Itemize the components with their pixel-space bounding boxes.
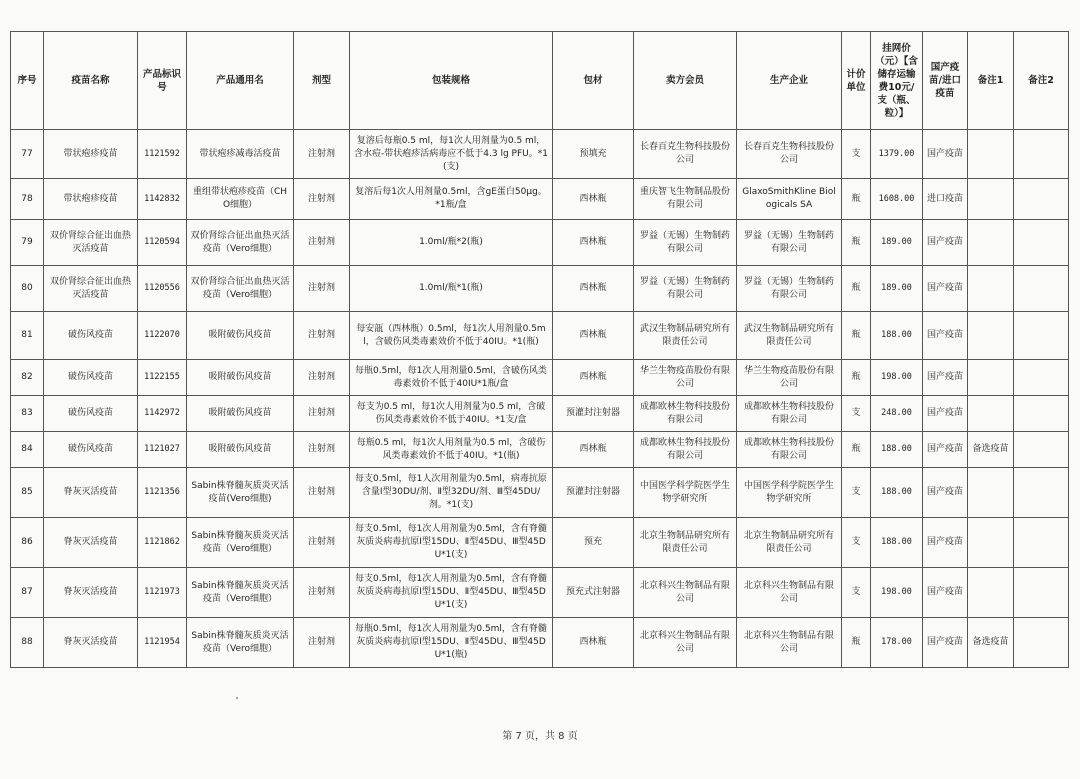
cell-note2 [1014, 432, 1069, 468]
cell-note1 [968, 518, 1014, 568]
cell-no: 84 [11, 432, 44, 468]
cell-note2 [1014, 312, 1069, 360]
cell-package-material: 西林瓶 [553, 220, 634, 266]
cell-origin: 国产疫苗 [923, 130, 968, 179]
cell-no: 78 [11, 179, 44, 220]
cell-generic-name: 双价肾综合征出血热灭活疫苗（Vero细胞） [187, 266, 294, 312]
cell-product-code: 1121356 [138, 468, 187, 518]
cell-no: 85 [11, 468, 44, 518]
cell-unit: 瓶 [842, 360, 871, 396]
cell-unit: 瓶 [842, 432, 871, 468]
cell-origin: 国产疫苗 [923, 312, 968, 360]
cell-origin: 国产疫苗 [923, 618, 968, 668]
cell-dosage-form: 注射剂 [294, 360, 350, 396]
cell-manufacturer: 罗益（无锡）生物制药有限公司 [737, 266, 842, 312]
cell-note2 [1014, 266, 1069, 312]
table-row [11, 179, 1069, 220]
cell-no: 88 [11, 618, 44, 668]
cell-note1 [968, 468, 1014, 518]
cell-note2 [1014, 468, 1069, 518]
header-note1: 备注1 [968, 32, 1014, 130]
vaccine-price-table [10, 31, 1069, 668]
cell-product-code: 1142832 [138, 179, 187, 220]
cell-vaccine-name: 脊灰灭活疫苗 [44, 568, 138, 618]
table-row [11, 266, 1069, 312]
cell-product-code: 1122155 [138, 360, 187, 396]
cell-no: 86 [11, 518, 44, 568]
cell-manufacturer: 成都欧林生物科技股份有限公司 [737, 432, 842, 468]
header-vaccine-name: 疫苗名称 [44, 32, 138, 130]
cell-unit: 支 [842, 518, 871, 568]
cell-seller: 北京科兴生物制品有限公司 [634, 618, 737, 668]
cell-origin: 国产疫苗 [923, 360, 968, 396]
cell-package-material: 预填充 [553, 130, 634, 179]
cell-product-code: 1122070 [138, 312, 187, 360]
cell-no: 80 [11, 266, 44, 312]
cell-origin: 国产疫苗 [923, 468, 968, 518]
header-seller: 卖方会员 [634, 32, 737, 130]
cell-package-spec: 每瓶0.5ml，每1次人用剂量为0.5ml，含有脊髓灰质炎病毒抗原Ⅰ型15DU、Ⅱ型45DU、Ⅲ型45DU*1(瓶) [350, 618, 553, 668]
table-body [11, 130, 1069, 668]
cell-price: 188.00 [871, 468, 923, 518]
cell-package-material: 西林瓶 [553, 360, 634, 396]
cell-seller: 华兰生物疫苗股份有限公司 [634, 360, 737, 396]
cell-unit: 支 [842, 568, 871, 618]
cell-note2 [1014, 568, 1069, 618]
header-manufacturer: 生产企业 [737, 32, 842, 130]
cell-seller: 成都欧林生物科技股份有限公司 [634, 396, 737, 432]
cell-vaccine-name: 破伤风疫苗 [44, 396, 138, 432]
cell-package-spec: 复溶后每1次人用剂量0.5ml，含gE蛋白50μg。*1瓶/盒 [350, 179, 553, 220]
cell-manufacturer: 北京生物制品研究所有限责任公司 [737, 518, 842, 568]
cell-package-material: 预灌封注射器 [553, 396, 634, 432]
cell-package-spec: 每安瓿（西林瓶）0.5ml，每1次人用剂量0.5ml，含破伤风类毒素效价不低于40IU。*1(瓶) [350, 312, 553, 360]
cell-generic-name: 吸附破伤风疫苗 [187, 432, 294, 468]
cell-manufacturer: 武汉生物制品研究所有限责任公司 [737, 312, 842, 360]
header-package-material: 包材 [553, 32, 634, 130]
cell-package-material: 西林瓶 [553, 432, 634, 468]
cell-origin: 国产疫苗 [923, 220, 968, 266]
cell-generic-name: 带状疱疹减毒活疫苗 [187, 130, 294, 179]
cell-package-spec: 复溶后每瓶0.5 ml，每1次人用剂量为0.5 ml，含水痘-带状疱疹活病毒应不低于4.3 lg PFU。*1(支) [350, 130, 553, 179]
cell-package-spec: 每支0.5ml，每1人次用剂量为0.5ml，病毒抗原含量Ⅰ型30DU/剂、Ⅱ型32DU/剂、Ⅲ型45DU/剂。*1(支) [350, 468, 553, 518]
cell-package-material: 西林瓶 [553, 618, 634, 668]
cell-dosage-form: 注射剂 [294, 179, 350, 220]
cell-unit: 支 [842, 396, 871, 432]
cell-note2 [1014, 618, 1069, 668]
cell-vaccine-name: 脊灰灭活疫苗 [44, 468, 138, 518]
cell-dosage-form: 注射剂 [294, 568, 350, 618]
cell-unit: 瓶 [842, 179, 871, 220]
cell-seller: 罗益（无锡）生物制药有限公司 [634, 220, 737, 266]
cell-vaccine-name: 带状疱疹疫苗 [44, 179, 138, 220]
cell-seller: 中国医学科学院医学生物学研究所 [634, 468, 737, 518]
cell-product-code: 1121027 [138, 432, 187, 468]
header-dosage-form: 剂型 [294, 32, 350, 130]
cell-price: 1608.00 [871, 179, 923, 220]
cell-package-spec: 每支为0.5 ml，每1次人用剂量为0.5 ml，含破伤风类毒素效价不低于40IU。*1支/盒 [350, 396, 553, 432]
cell-note2 [1014, 396, 1069, 432]
cell-vaccine-name: 带状疱疹疫苗 [44, 130, 138, 179]
cell-dosage-form: 注射剂 [294, 468, 350, 518]
cell-price: 188.00 [871, 432, 923, 468]
cell-note1 [968, 396, 1014, 432]
cell-origin: 国产疫苗 [923, 432, 968, 468]
cell-vaccine-name: 破伤风疫苗 [44, 432, 138, 468]
cell-generic-name: 吸附破伤风疫苗 [187, 312, 294, 360]
table-row [11, 312, 1069, 360]
scan-speck [236, 697, 238, 699]
cell-generic-name: Sabin株脊髓灰质炎灭活疫苗（Vero细胞） [187, 568, 294, 618]
cell-vaccine-name: 双价肾综合征出血热灭活疫苗 [44, 220, 138, 266]
table-row [11, 220, 1069, 266]
cell-manufacturer: 华兰生物疫苗股份有限公司 [737, 360, 842, 396]
cell-no: 81 [11, 312, 44, 360]
cell-generic-name: Sabin株脊髓灰质炎灭活疫苗(Vero细胞) [187, 468, 294, 518]
cell-no: 87 [11, 568, 44, 618]
cell-generic-name: 双价肾综合征出血热灭活疫苗（Vero细胞） [187, 220, 294, 266]
cell-dosage-form: 注射剂 [294, 432, 350, 468]
cell-note1 [968, 220, 1014, 266]
cell-seller: 北京科兴生物制品有限公司 [634, 568, 737, 618]
cell-price: 178.00 [871, 618, 923, 668]
cell-price: 188.00 [871, 312, 923, 360]
cell-no: 82 [11, 360, 44, 396]
cell-seller: 罗益（无锡）生物制药有限公司 [634, 266, 737, 312]
cell-product-code: 1121954 [138, 618, 187, 668]
cell-dosage-form: 注射剂 [294, 220, 350, 266]
cell-package-material: 西林瓶 [553, 266, 634, 312]
cell-origin: 国产疫苗 [923, 568, 968, 618]
cell-note1: 备选疫苗 [968, 618, 1014, 668]
header-no: 序号 [11, 32, 44, 130]
cell-package-material: 预灌封注射器 [553, 468, 634, 518]
cell-dosage-form: 注射剂 [294, 396, 350, 432]
cell-manufacturer: 罗益（无锡）生物制药有限公司 [737, 220, 842, 266]
header-unit: 计价单位 [842, 32, 871, 130]
header-price: 挂网价（元）【含储存运输费10元/支（瓶、粒）】 [871, 32, 923, 130]
cell-product-code: 1121592 [138, 130, 187, 179]
cell-no: 77 [11, 130, 44, 179]
cell-unit: 瓶 [842, 220, 871, 266]
cell-generic-name: 吸附破伤风疫苗 [187, 396, 294, 432]
cell-vaccine-name: 双价肾综合征出血热灭活疫苗 [44, 266, 138, 312]
cell-manufacturer: 北京科兴生物制品有限公司 [737, 618, 842, 668]
cell-no: 83 [11, 396, 44, 432]
cell-unit: 支 [842, 130, 871, 179]
header-origin: 国产疫苗/进口疫苗 [923, 32, 968, 130]
cell-generic-name: Sabin株脊髓灰质炎灭活疫苗（Vero细胞） [187, 618, 294, 668]
cell-origin: 进口疫苗 [923, 179, 968, 220]
cell-seller: 北京生物制品研究所有限责任公司 [634, 518, 737, 568]
header-package-spec: 包装规格 [350, 32, 553, 130]
cell-price: 198.00 [871, 360, 923, 396]
cell-vaccine-name: 脊灰灭活疫苗 [44, 518, 138, 568]
cell-unit: 瓶 [842, 618, 871, 668]
cell-note1 [968, 360, 1014, 396]
cell-product-code: 1120556 [138, 266, 187, 312]
cell-origin: 国产疫苗 [923, 518, 968, 568]
cell-package-material: 预充式注射器 [553, 568, 634, 618]
table-row [11, 618, 1069, 668]
cell-seller: 长春百克生物科技股份公司 [634, 130, 737, 179]
header-generic-name: 产品通用名 [187, 32, 294, 130]
cell-price: 1379.00 [871, 130, 923, 179]
cell-price: 198.00 [871, 568, 923, 618]
cell-manufacturer: 成都欧林生物科技股份有限公司 [737, 396, 842, 432]
cell-product-code: 1120594 [138, 220, 187, 266]
cell-dosage-form: 注射剂 [294, 518, 350, 568]
cell-manufacturer: 中国医学科学院医学生物学研究所 [737, 468, 842, 518]
header-product-code: 产品标识号 [138, 32, 187, 130]
cell-package-spec: 1.0ml/瓶*1(瓶) [350, 266, 553, 312]
table-row [11, 568, 1069, 618]
cell-vaccine-name: 破伤风疫苗 [44, 360, 138, 396]
cell-unit: 瓶 [842, 312, 871, 360]
table-row [11, 432, 1069, 468]
cell-package-material: 预充 [553, 518, 634, 568]
cell-vaccine-name: 破伤风疫苗 [44, 312, 138, 360]
table-row [11, 518, 1069, 568]
cell-generic-name: 吸附破伤风疫苗 [187, 360, 294, 396]
cell-dosage-form: 注射剂 [294, 130, 350, 179]
table-row [11, 396, 1069, 432]
cell-dosage-form: 注射剂 [294, 266, 350, 312]
cell-package-spec: 每支0.5ml，每1次人用剂量为0.5ml，含有脊髓灰质炎病毒抗原Ⅰ型15DU、Ⅱ型45DU、Ⅲ型45DU*1(支) [350, 568, 553, 618]
cell-note1: 备选疫苗 [968, 432, 1014, 468]
cell-note2 [1014, 130, 1069, 179]
cell-no: 79 [11, 220, 44, 266]
cell-seller: 重庆智飞生物制品股份有限公司 [634, 179, 737, 220]
cell-dosage-form: 注射剂 [294, 618, 350, 668]
cell-package-material: 西林瓶 [553, 312, 634, 360]
cell-note2 [1014, 220, 1069, 266]
cell-manufacturer: GlaxoSmithKline Biologicals SA [737, 179, 842, 220]
cell-generic-name: 重组带状疱疹疫苗（CHO细胞） [187, 179, 294, 220]
cell-note1 [968, 312, 1014, 360]
cell-product-code: 1121973 [138, 568, 187, 618]
table-header-row [11, 32, 1069, 130]
cell-generic-name: Sabin株脊髓灰质炎灭活疫苗（Vero细胞） [187, 518, 294, 568]
cell-package-spec: 1.0ml/瓶*2(瓶) [350, 220, 553, 266]
cell-note2 [1014, 518, 1069, 568]
cell-note1 [968, 179, 1014, 220]
cell-package-spec: 每支0.5ml，每1次人用剂量为0.5ml，含有脊髓灰质炎病毒抗原Ⅰ型15DU、Ⅱ型45DU、Ⅲ型45DU*1(支) [350, 518, 553, 568]
cell-seller: 武汉生物制品研究所有限责任公司 [634, 312, 737, 360]
table-row [11, 468, 1069, 518]
cell-origin: 国产疫苗 [923, 396, 968, 432]
cell-note2 [1014, 360, 1069, 396]
cell-manufacturer: 北京科兴生物制品有限公司 [737, 568, 842, 618]
cell-vaccine-name: 脊灰灭活疫苗 [44, 618, 138, 668]
cell-note1 [968, 130, 1014, 179]
page-footer: 第 7 页，共 8 页 [502, 731, 578, 742]
cell-product-code: 1121862 [138, 518, 187, 568]
cell-package-spec: 每瓶0.5ml，每1次人用剂量0.5ml，含破伤风类毒素效价不低于40IU*1瓶/盒 [350, 360, 553, 396]
cell-unit: 瓶 [842, 266, 871, 312]
cell-product-code: 1142972 [138, 396, 187, 432]
cell-price: 189.00 [871, 220, 923, 266]
cell-dosage-form: 注射剂 [294, 312, 350, 360]
cell-note1 [968, 568, 1014, 618]
cell-price: 248.00 [871, 396, 923, 432]
cell-price: 188.00 [871, 518, 923, 568]
cell-package-spec: 每瓶0.5 ml，每1次人用剂量为0.5 ml，含破伤风类毒素效价不低于40IU。*1(瓶) [350, 432, 553, 468]
cell-note1 [968, 266, 1014, 312]
cell-unit: 支 [842, 468, 871, 518]
cell-price: 189.00 [871, 266, 923, 312]
table-row [11, 130, 1069, 179]
cell-manufacturer: 长春百克生物科技股份公司 [737, 130, 842, 179]
cell-origin: 国产疫苗 [923, 266, 968, 312]
cell-package-material: 西林瓶 [553, 179, 634, 220]
header-note2: 备注2 [1014, 32, 1069, 130]
table-row [11, 360, 1069, 396]
cell-seller: 成都欧林生物科技股份有限公司 [634, 432, 737, 468]
cell-note2 [1014, 179, 1069, 220]
